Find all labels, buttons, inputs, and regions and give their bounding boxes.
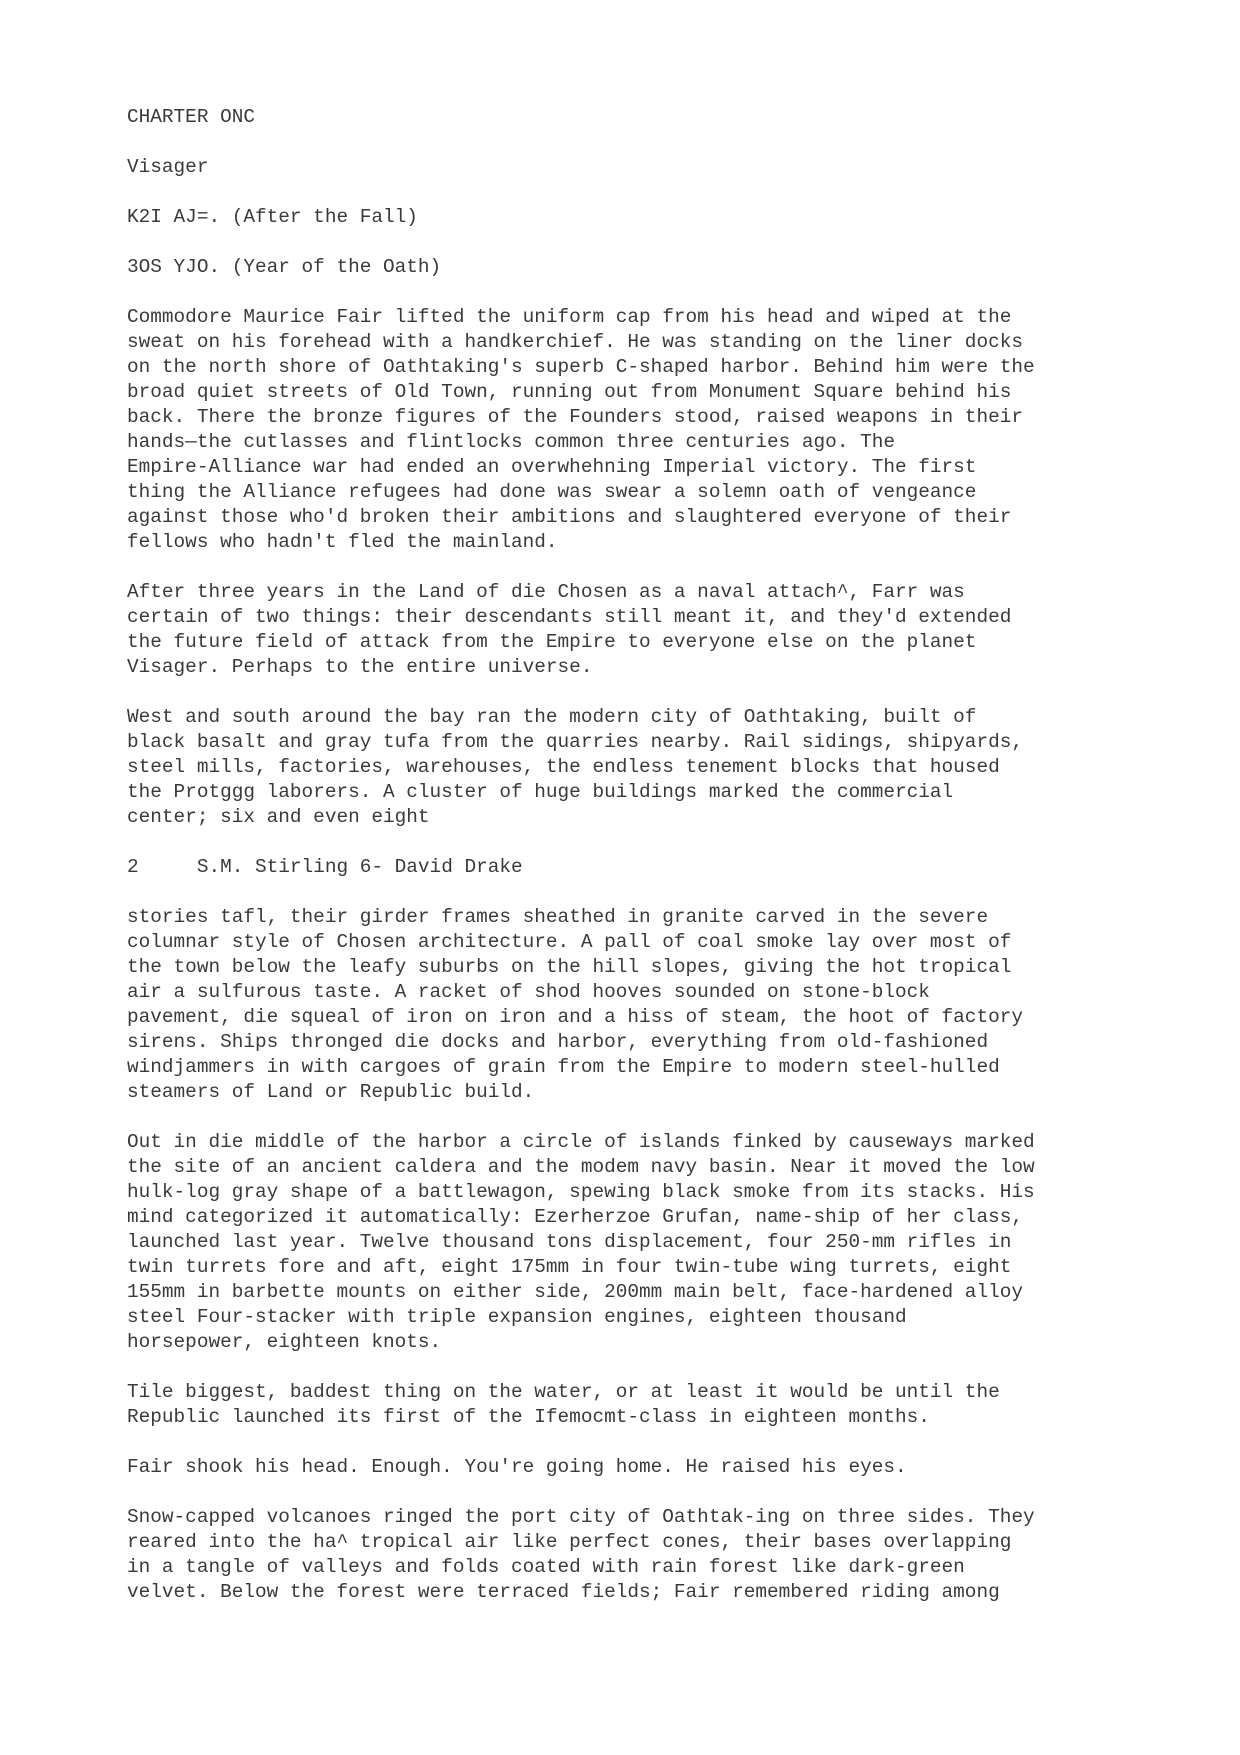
paragraph-line: broad quiet streets of Old Town, running out from Monument Square behind his (127, 381, 1012, 403)
paragraph-line: fellows who hadn't fled the mainland. (127, 531, 558, 553)
paragraph-line: Commodore Maurice Fair lifted the uniform cap from his head and wiped at the (127, 306, 1012, 328)
paragraph-line: columnar style of Chosen architecture. A pall of coal smoke lay over most of (127, 931, 1012, 953)
date-after-fall: K2I AJ=. (After the Fall) (127, 206, 418, 228)
paragraph (127, 580, 1127, 680)
paragraph-line: Tile biggest, baddest thing on the water, or at least it would be until the (127, 1381, 1000, 1403)
blank-line (127, 130, 1127, 155)
paragraph-line: the Protggg laborers. A cluster of huge buildings marked the commercial (127, 781, 954, 803)
paragraph-line: sirens. Ships thronged die docks and harbor, everything from old-fashioned (127, 1031, 989, 1053)
paragraph-line: After three years in the Land of die Chosen as a naval attach^, Farr was (127, 581, 965, 603)
paragraph-line: air a sulfurous taste. A racket of shod hooves sounded on stone-block (127, 981, 930, 1003)
paragraph-line: steamers of Land or Republic build. (127, 1081, 535, 1103)
blank-line (127, 1105, 1127, 1130)
blank-line (127, 880, 1127, 905)
chapter-heading: CHARTER ONC (127, 106, 255, 128)
date-year-of-oath: 3OS YJO. (Year of the Oath) (127, 256, 442, 278)
blank-line (127, 830, 1127, 855)
blank-line (127, 1605, 1127, 1630)
paragraph-line: steel mills, factories, warehouses, the endless tenement blocks that housed (127, 756, 1000, 778)
paragraph (127, 1130, 1127, 1355)
blank-line (127, 680, 1127, 705)
paragraph-line: hulk-log gray shape of a battlewagon, spewing black smoke from its stacks. His (127, 1181, 1035, 1203)
paragraph-line: stories tafl, their girder frames sheathed in granite carved in the severe (127, 906, 989, 928)
paragraph (127, 705, 1127, 830)
paragraphs-before-header (127, 305, 1127, 855)
paragraph (127, 1380, 1127, 1430)
paragraph-line: certain of two things: their descendants still meant it, and they'd extended (127, 606, 1012, 628)
paragraph-line: Fair shook his head. Enough. You're going home. He raised his eyes. (127, 1456, 907, 1478)
blank-line (127, 1480, 1127, 1505)
paragraph-line: Visager. Perhaps to the entire universe. (127, 656, 593, 678)
blank-line (127, 280, 1127, 305)
paragraph-line: steel Four-stacker with triple expansion engines, eighteen thousand (127, 1306, 907, 1328)
paragraph-line: 155mm in barbette mounts on either side, 200mm main belt, face-hardened alloy (127, 1281, 1023, 1303)
paragraph-line: mind categorized it automatically: Ezerherzoe Grufan, name-ship of her class, (127, 1206, 1023, 1228)
blank-line (127, 555, 1127, 580)
paragraph-line: in a tangle of valleys and folds coated with rain forest like dark-green (127, 1556, 965, 1578)
paragraph-line: horsepower, eighteen knots. (127, 1331, 442, 1353)
paragraph (127, 1455, 1127, 1480)
running-header-authors: S.M. Stirling 6- David Drake (196, 856, 523, 878)
paragraph-line: center; six and even eight (127, 806, 430, 828)
paragraph-line: twin turrets fore and aft, eight 175mm in four twin-tube wing turrets, eight (127, 1256, 1012, 1278)
paragraph-line: black basalt and gray tufa from the quarries nearby. Rail sidings, shipyards, (127, 731, 1023, 753)
paragraph-line: on the north shore of Oathtaking's superb C-shaped harbor. Behind him were the (127, 356, 1035, 378)
paragraph-line: velvet. Below the forest were terraced fields; Fair remembered riding among (127, 1581, 1000, 1603)
paragraph-line: West and south around the bay ran the modern city of Oathtaking, built of (127, 706, 977, 728)
paragraph (127, 1505, 1127, 1605)
blank-line (127, 1430, 1127, 1455)
paragraph (127, 305, 1127, 555)
blank-line (127, 180, 1127, 205)
paragraph-line: Empire-Alliance war had ended an overwhehning Imperial victory. The first (127, 456, 977, 478)
paragraph-line: sweat on his forehead with a handkerchief. He was standing on the liner docks (127, 331, 1023, 353)
paragraph-line: the future field of attack from the Empire to everyone else on the planet (127, 631, 977, 653)
paragraph-line: hands—the cutlasses and flintlocks common three centuries ago. The (127, 431, 895, 453)
paragraph-line: the site of an ancient caldera and the modem navy basin. Near it moved the low (127, 1156, 1035, 1178)
paragraph-line: Snow-capped volcanoes ringed the port city of Oathtak-ing on three sides. They (127, 1506, 1035, 1528)
paragraph-line: against those who'd broken their ambitions and slaughtered everyone of their (127, 506, 1012, 528)
paragraph-line: pavement, die squeal of iron on iron and a hiss of steam, the hoot of factory (127, 1006, 1023, 1028)
running-header-page-number: 2 (127, 856, 139, 878)
paragraph-line: Out in die middle of the harbor a circle of islands finked by causeways marked (127, 1131, 1035, 1153)
paragraph-line: thing the Alliance refugees had done was swear a solemn oath of vengeance (127, 481, 977, 503)
paragraph-line: launched last year. Twelve thousand tons displacement, four 250-mm rifles in (127, 1231, 1012, 1253)
page-text-column (127, 105, 1127, 1630)
paragraph-line: reared into the ha^ tropical air like perfect cones, their bases overlapping (127, 1531, 1012, 1553)
paragraph-line: the town below the leafy suburbs on the hill slopes, giving the hot tropical (127, 956, 1012, 978)
section-title: Visager (127, 156, 209, 178)
paragraph-line: windjammers in with cargoes of grain from the Empire to modern steel-hulled (127, 1056, 1000, 1078)
paragraph-line: back. There the bronze figures of the Founders stood, raised weapons in their (127, 406, 1023, 428)
blank-line (127, 230, 1127, 255)
paragraph (127, 905, 1127, 1105)
paragraph-line: Republic launched its first of the Ifemocmt-class in eighteen months. (127, 1406, 930, 1428)
blank-line (127, 1355, 1127, 1380)
running-header (127, 855, 1127, 880)
paragraphs-after-header (127, 905, 1127, 1630)
